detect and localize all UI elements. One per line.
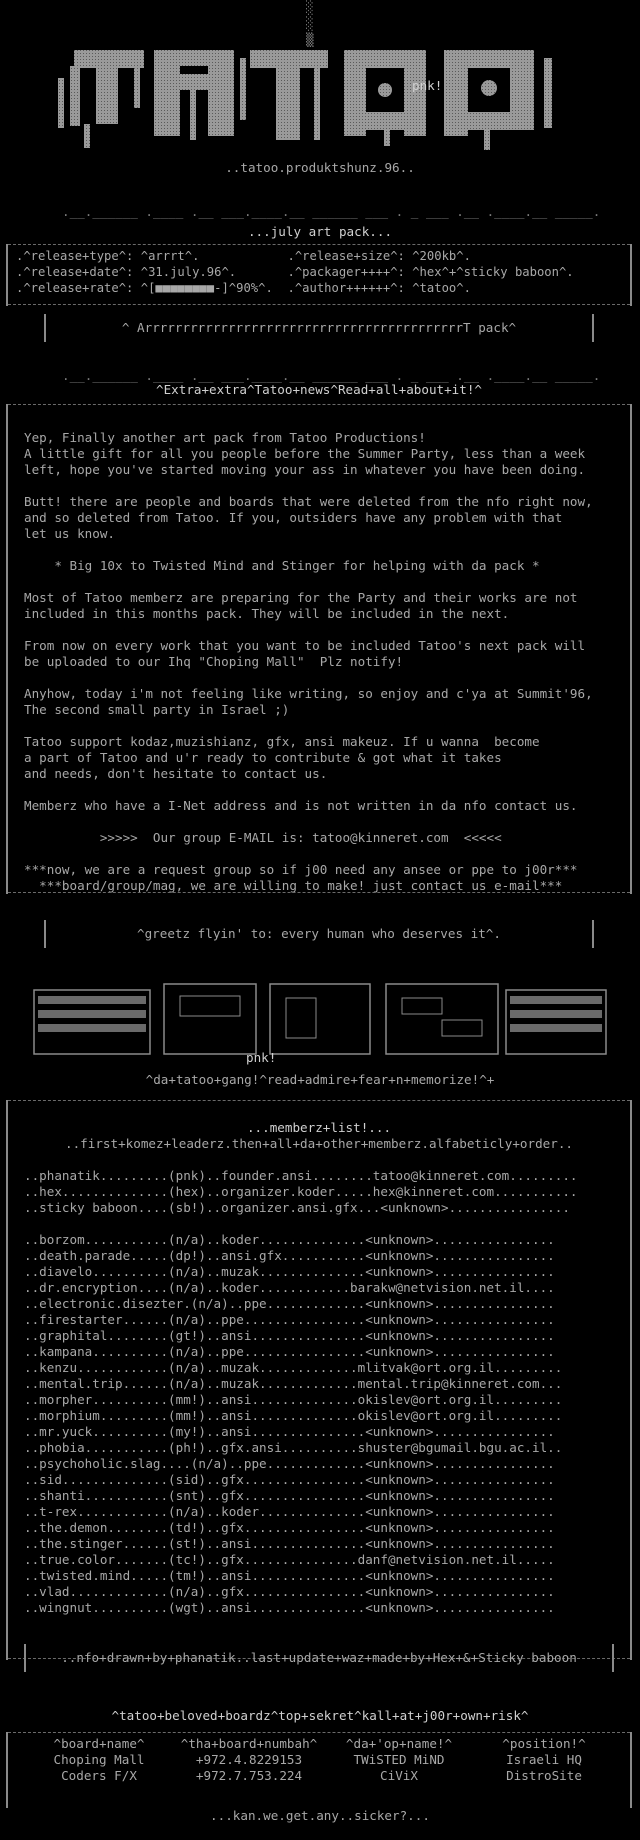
col-board-name: ^board+name^ xyxy=(53,1736,145,1751)
members-list xyxy=(24,1232,630,1616)
board-row xyxy=(8,1752,630,1768)
list-item: ..kampana..........(n/a)..ppe................<unknown>................ xyxy=(24,1344,555,1359)
news-paragraph: Yep, Finally another art pack from Tatoo Productions! A little gift for all you people before the Summer Party, less than a week left, hope you've started moving your ass in whatever you have been doing. xyxy=(24,430,586,477)
release-info-box xyxy=(6,244,632,306)
news-header: ^Extra+extra^Tatoo+news^Read+all+about+it!^ xyxy=(155,382,483,397)
col-position: ^position!^ xyxy=(502,1736,586,1751)
greetz-text: ^greetz flyin' to: every human who deserves it^. xyxy=(137,926,501,941)
board-number: +972.4.8229153 xyxy=(195,1752,303,1767)
email-line: >>>>> Our group E-MAIL is: tatoo@kinneret.com <<<<< xyxy=(24,830,502,845)
board-name: Coders F/X xyxy=(61,1768,137,1783)
list-item: ..death.parade.....(dp!)..ansi.gfx...........<unknown>................ xyxy=(24,1248,555,1263)
list-item: ..phobia...........(ph!)..gfx.ansi..........shuster@bgumail.bgu.ac.il.. xyxy=(24,1440,563,1455)
news-paragraph: Tatoo support kodaz,muzishianz, gfx, ansi makeuz. If u wanna become a part of Tatoo and u'r ready to contribute & got what it takes and needs, don't hesitate to contact us. xyxy=(24,734,540,781)
release-top-rule: .__.______ .____ .__ ___.____.__ ______ ___ . _ ___ .__ .____.__ _____. xyxy=(62,204,601,219)
col-op-name: ^da+'op+name!^ xyxy=(345,1736,453,1751)
logo-art xyxy=(44,38,592,158)
board-position: DistroSite xyxy=(506,1768,582,1783)
release-line-2: .^release+date^: ^31.july.96^. .^packager++++^: ^hex^+^sticky baboon^. xyxy=(16,265,574,279)
list-item: ..true.color.......(tc!)..gfx...............danf@netvision.net.il..... xyxy=(24,1552,555,1567)
stem-decoration: ░ ░ ▒ xyxy=(306,0,314,47)
news-paragraph: Most of Tatoo memberz are preparing for the Party and their works are not included in this months pack. They will be included in the next. xyxy=(24,590,578,621)
members-subheader: ..first+komez+leaderz.then+all+da+other+memberz.alfabeticly+order.. xyxy=(65,1136,573,1151)
list-item: ..shanti...........(snt)..gfx................<unknown>................ xyxy=(24,1488,555,1503)
members-header: ...memberz+list!... xyxy=(246,1120,392,1135)
news-header-strip xyxy=(44,376,594,404)
list-item: ..sid..............(sid)..gfx................<unknown>................ xyxy=(24,1472,555,1487)
board-row xyxy=(8,1768,630,1784)
list-item: ..diavelo..........(n/a)..muzak..............<unknown>................ xyxy=(24,1264,555,1279)
list-item: ..morpher..........(mm!)..ansi..............okislev@ort.org.il......... xyxy=(24,1392,563,1407)
members-footer: ..nfo+drawn+by+phanatik..last+update+waz+made+by+Hex+&+Sticky baboon xyxy=(61,1650,577,1665)
release-header: ...july art pack... xyxy=(247,224,393,239)
list-item: ..the.stinger......(st!)..ansi...............<unknown>................ xyxy=(24,1536,555,1551)
gang-tag: pnk! xyxy=(246,1050,277,1065)
members-footer-strip xyxy=(24,1644,614,1672)
col-board-number: ^tha+board+numbah^ xyxy=(180,1736,318,1751)
release-line-1: .^release+type^: ^arrrt^. .^release+size^: ^200kb^. xyxy=(16,249,471,263)
news-paragraph: Anyhow, today i'm not feeling like writing, so enjoy and c'ya at Summit'96, The second small party in Israel ;) xyxy=(24,686,593,717)
list-item: ..the.demon........(td!)..gfx................<unknown>................ xyxy=(24,1520,555,1535)
list-item: ..firestarter......(n/a)..ppe................<unknown>................ xyxy=(24,1312,555,1327)
logo-tag: pnk! xyxy=(412,78,443,93)
news-body xyxy=(8,404,630,894)
board-op: CiViX xyxy=(380,1768,418,1783)
list-item: ..wingnut..........(wgt)..ansi...............<unknown>................ xyxy=(24,1600,555,1615)
board-number: +972.7.753.224 xyxy=(195,1768,303,1783)
list-item: ..morphium.........(mm!)..ansi..............okislev@ort.org.il......... xyxy=(24,1408,563,1423)
list-item: ..hex..............(hex)..organizer.koder.....hex@kinneret.com........... xyxy=(24,1184,578,1199)
list-item: ..dr.encryption....(n/a)..koder............barakw@netvision.net.il.... xyxy=(24,1280,555,1295)
list-item: ..electronic.disezter.(n/a)..ppe.............<unknown>................ xyxy=(24,1296,555,1311)
list-item: ..t-rex............(n/a)..koder..............<unknown>................ xyxy=(24,1504,555,1519)
gang-logo-art xyxy=(30,980,610,1060)
boards-header: ^tatoo+beloved+boardz^top+sekret^kall+at+j00r+own+risk^ xyxy=(111,1708,529,1723)
board-position: Israeli HQ xyxy=(506,1752,582,1767)
list-item: ..vlad.............(n/a)..gfx................<unknown>................ xyxy=(24,1584,555,1599)
boards-box xyxy=(6,1732,632,1808)
board-op: TWiSTED MiND xyxy=(353,1752,445,1767)
members-box xyxy=(6,1100,632,1660)
list-item: ..graphital........(gt!)..ansi...............<unknown>................ xyxy=(24,1328,555,1343)
boards-header-row xyxy=(8,1732,630,1752)
news-box xyxy=(6,404,632,894)
board-name: Choping Mall xyxy=(53,1752,145,1767)
gang-footer-strip xyxy=(30,1066,610,1094)
list-item: ..mr.yuck..........(my!)..ansi...............<unknown>................ xyxy=(24,1424,555,1439)
request-line: ***now, we are a request group so if j00 need any ansee or ppe to j00r*** ***board/group/mag, we are willing to make! just contact us e-mail*** xyxy=(24,862,578,893)
tatoo-logo xyxy=(44,38,592,158)
gang-logo xyxy=(30,980,610,1070)
boards-footer: ...kan.we.get.any..sicker?... xyxy=(210,1808,430,1823)
release-footer-strip xyxy=(44,314,594,342)
list-item: ..psychoholic.slag....(n/a)..ppe.............<unknown>................ xyxy=(24,1456,555,1471)
gang-footer: ^da+tatoo+gang!^read+admire+fear+n+memorize!^+ xyxy=(145,1072,495,1087)
list-item: ..kenzu............(n/a)..muzak.............mlitvak@ort.org.il......... xyxy=(24,1360,563,1375)
news-paragraph: Butt! there are people and boards that were deleted from the nfo right now, and so deleted from Tatoo. If you, outsiders have any problem with that let us know. xyxy=(24,494,593,541)
news-paragraph: Memberz who have a I-Net address and is not written in da nfo contact us. xyxy=(24,798,578,813)
list-item: ..sticky baboon....(sb!)..organizer.ansi.gfx...<unknown>................ xyxy=(24,1200,570,1215)
release-footer: ^ ArrrrrrrrrrrrrrrrrrrrrrrrrrrrrrrrrrrrrrrrrrT pack^ xyxy=(121,320,517,335)
news-top-rule: .__.______ .____ .__ ___.____.__ ______ ___ . _ ___ .__ .____.__ _____. xyxy=(62,368,601,383)
boards-header-strip xyxy=(64,1702,576,1730)
list-item: ..twisted.mind.....(tm!)..ansi...............<unknown>................ xyxy=(24,1568,555,1583)
list-item: ..mental.trip......(n/a)..muzak.............mental.trip@kinneret.com... xyxy=(24,1376,563,1391)
leaders-list xyxy=(24,1168,630,1216)
list-item: ..phanatik.........(pnk)..founder.ansi........tatoo@kinneret.com......... xyxy=(24,1168,578,1183)
news-paragraph: * Big 10x to Twisted Mind and Stinger for helping with da pack * xyxy=(24,558,540,573)
logo-subtitle: ..tatoo.produktshunz.96.. xyxy=(225,160,415,175)
list-item: ..borzom...........(n/a)..koder..............<unknown>................ xyxy=(24,1232,555,1247)
news-paragraph: From now on every work that you want to be included Tatoo's next pack will be uploaded to our Ihq "Choping Mall" Plz notify! xyxy=(24,638,586,669)
release-line-3: .^release+rate^: ^[■■■■■■■■-]^90%^. .^author++++++^: ^tatoo^. xyxy=(16,281,471,295)
greetz-strip xyxy=(44,920,594,948)
